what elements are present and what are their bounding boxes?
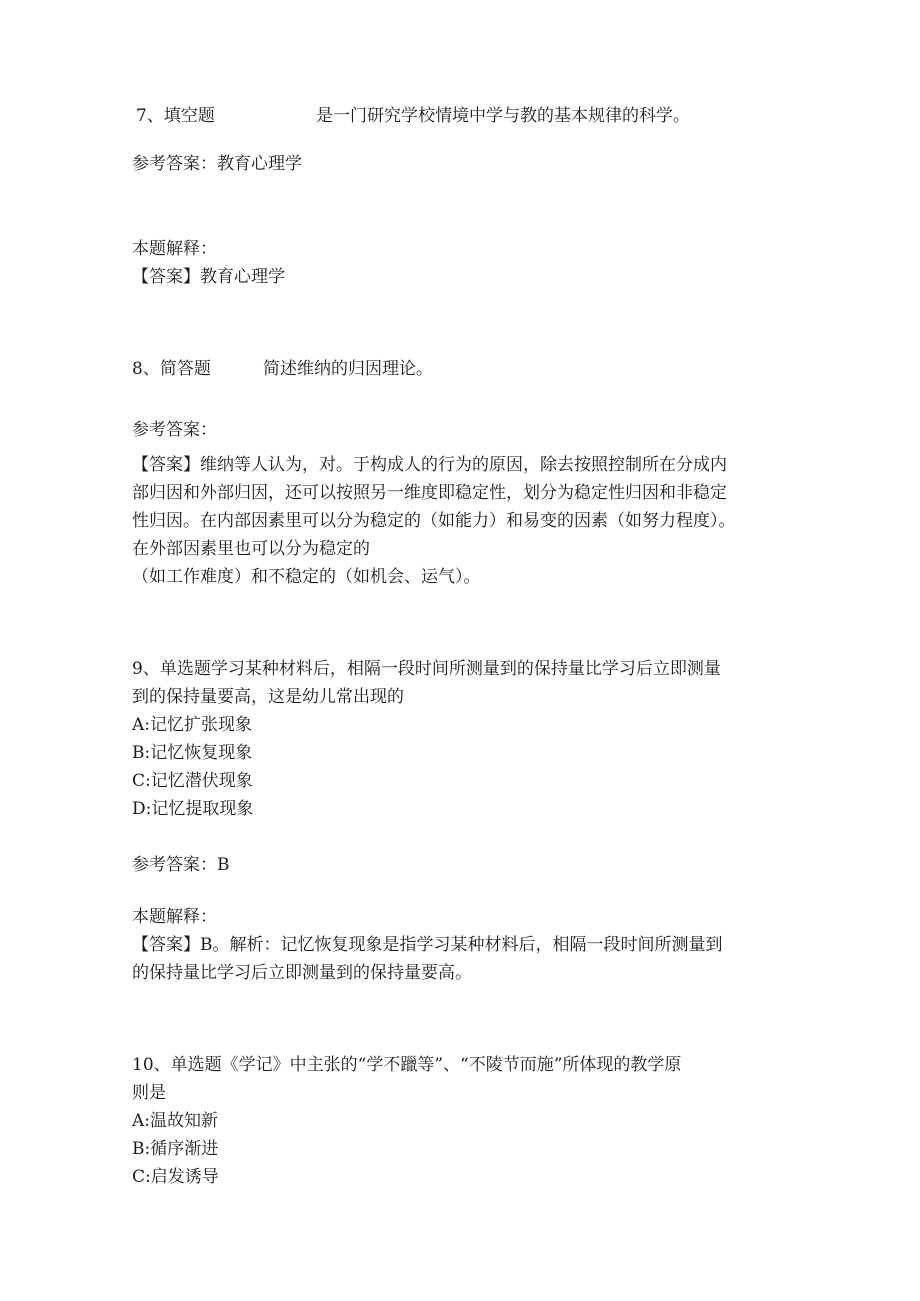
q7-explain: 【答案】教育心理学 bbox=[132, 267, 285, 287]
q7-heading: 7、填空题 bbox=[136, 106, 215, 126]
q7-explain-label: 本题解释： bbox=[132, 239, 217, 259]
q9-option-a: A:记忆扩张现象 bbox=[132, 715, 253, 735]
q9-option-d: D:记忆提取现象 bbox=[132, 799, 254, 819]
q10-stem-line: 则是 bbox=[132, 1083, 166, 1103]
q9-answer: 参考答案：B bbox=[132, 855, 230, 875]
q8-explain-line: 在外部因素里也可以分为稳定的 bbox=[132, 539, 370, 559]
q10-stem-line: 10、单选题《学记》中主张的“学不躐等”、“不陵节而施”所体现的教学原 bbox=[132, 1055, 682, 1075]
q9-stem-line: 到的保持量要高，这是幼儿常出现的 bbox=[132, 687, 404, 707]
q9-explain-label: 本题解释： bbox=[132, 907, 217, 927]
q9-option-b: B:记忆恢复现象 bbox=[132, 743, 253, 763]
q10-option-a: A:温故知新 bbox=[132, 1111, 219, 1131]
q8-answer: 参考答案： bbox=[132, 420, 217, 440]
q8-explain-line: 【答案】维纳等人认为，对。于构成人的行为的原因，除去按照控制所在分成内 bbox=[132, 455, 727, 475]
q9-explain-line: 【答案】B。解析：记忆恢复现象是指学习某种材料后，相隔一段时间所测量到 bbox=[132, 935, 723, 955]
q7-stem: 是一门研究学校情境中学与教的基本规律的科学。 bbox=[316, 106, 690, 126]
q8-explain-line: （如工作难度）和不稳定的（如机会、运气）。 bbox=[132, 567, 481, 587]
q9-explain-line: 的保持量比学习后立即测量到的保持量要高。 bbox=[132, 963, 472, 983]
q8-explain-line: 部归因和外部归因，还可以按照另一维度即稳定性，划分为稳定性归因和非稳定 bbox=[132, 483, 727, 503]
q8-explain-line: 性归因。在内部因素里可以分为稳定的（如能力）和易变的因素（如努力程度）。 bbox=[132, 511, 736, 531]
q9-stem-line: 9、单选题学习某种材料后，相隔一段时间所测量到的保持量比学习后立即测量 bbox=[132, 659, 721, 679]
q10-option-c: C:启发诱导 bbox=[132, 1167, 219, 1187]
q9-option-c: C:记忆潜伏现象 bbox=[132, 771, 253, 791]
q8-heading: 8、简答题 bbox=[132, 359, 211, 379]
q7-answer: 参考答案：教育心理学 bbox=[132, 154, 302, 174]
q10-option-b: B:循序渐进 bbox=[132, 1139, 219, 1159]
q8-stem: 简述维纳的归因理论。 bbox=[263, 359, 433, 379]
